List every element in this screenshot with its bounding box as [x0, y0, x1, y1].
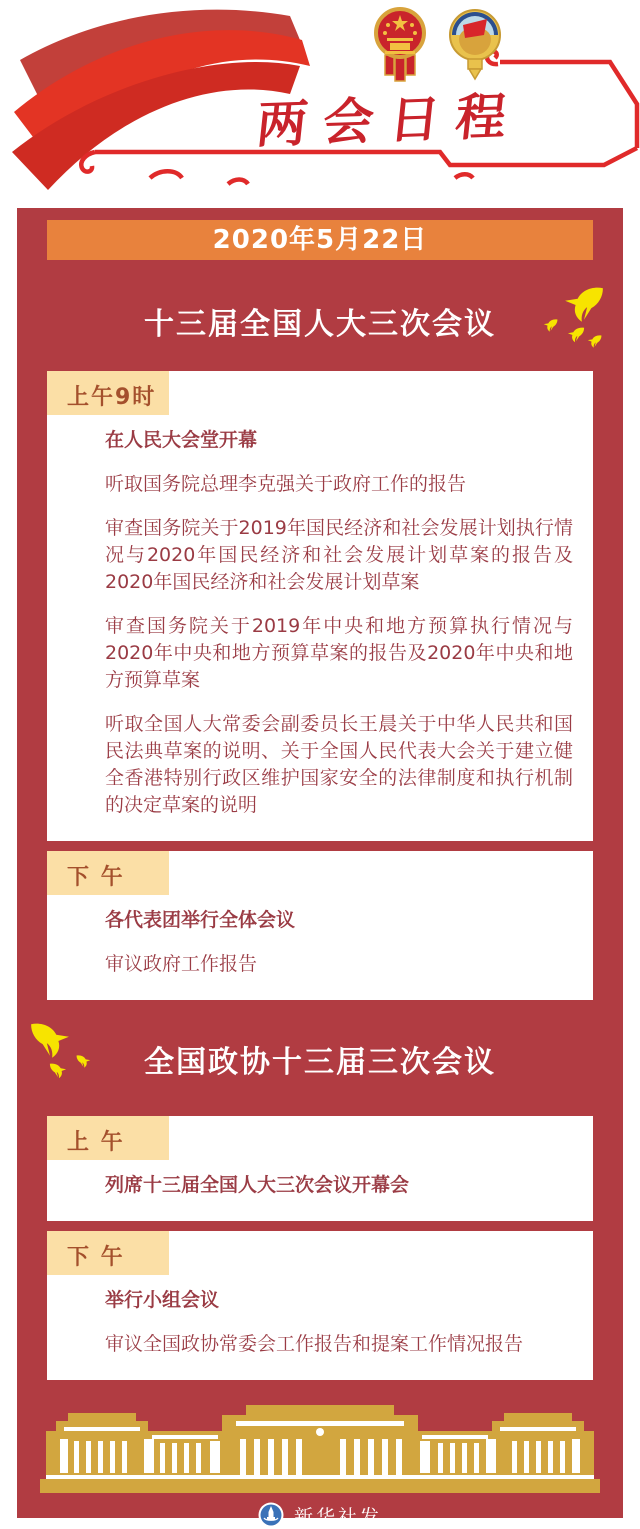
prc-national-emblem-icon	[374, 5, 426, 85]
time-label: 上午9时	[47, 371, 169, 415]
section-title: 十三届全国人大三次会议	[144, 307, 496, 342]
agenda-item: 审查国务院关于2019年国民经济和社会发展计划执行情况与2020年国民经济和社会发展计划草案的报告及2020年国民经济和社会发展计划草案	[105, 517, 573, 593]
time-label: 上 午	[47, 1116, 169, 1160]
agenda-item: 列席十三届全国人大三次会议开幕会	[105, 1174, 410, 1196]
schedule-card	[17, 208, 623, 1528]
agenda-item: 举行小组会议	[105, 1289, 220, 1311]
time-label: 下 午	[47, 1231, 169, 1275]
section-title-row	[17, 1032, 623, 1094]
credit-text: 新华社发	[293, 1505, 382, 1528]
agenda-list	[47, 895, 593, 1000]
schedule-block-afternoon	[47, 851, 593, 1000]
header	[0, 0, 640, 210]
agenda-item: 审议全国政协常委会工作报告和提案工作情况报告	[105, 1333, 524, 1355]
agenda-list	[47, 1160, 593, 1221]
agenda-list	[47, 415, 593, 841]
agenda-item: 审议政府工作报告	[105, 953, 258, 975]
agenda-item: 审查国务院关于2019年中央和地方预算执行情况与2020年中央和地方预算草案的报告及2020年中央和地方预算草案	[105, 615, 573, 691]
date-banner: 2020年5月22日	[47, 220, 593, 260]
footer	[17, 1503, 623, 1527]
agenda-list	[47, 1275, 593, 1380]
agenda-item: 在人民大会堂开幕	[105, 429, 258, 451]
doves-icon	[543, 286, 607, 352]
section-cppcc	[17, 1032, 623, 1380]
agenda-item: 各代表团举行全体会议	[105, 909, 296, 931]
section-title-row	[17, 294, 623, 356]
page-title: 两会日程	[253, 87, 526, 155]
schedule-block-afternoon	[47, 1231, 593, 1380]
section-title: 全国政协十三届三次会议	[144, 1045, 496, 1080]
agenda-item: 听取国务院总理李克强关于政府工作的报告	[105, 473, 467, 495]
xinhua-agency-logo-icon	[258, 1502, 284, 1528]
schedule-block-morning	[47, 371, 593, 841]
cppcc-emblem-icon	[449, 5, 501, 81]
doves-icon	[27, 1022, 91, 1088]
section-npc	[17, 294, 623, 1000]
time-label: 下 午	[47, 851, 169, 895]
schedule-block-morning	[47, 1116, 593, 1221]
agenda-item: 听取全国人大常委会副委员长王晨关于中华人民共和国民法典草案的说明、关于全国人民代表大会关于建立健全香港特别行政区维护国家安全的法律制度和执行机制的决定草案的说明	[105, 713, 573, 816]
great-hall-building-icon	[40, 1405, 600, 1493]
